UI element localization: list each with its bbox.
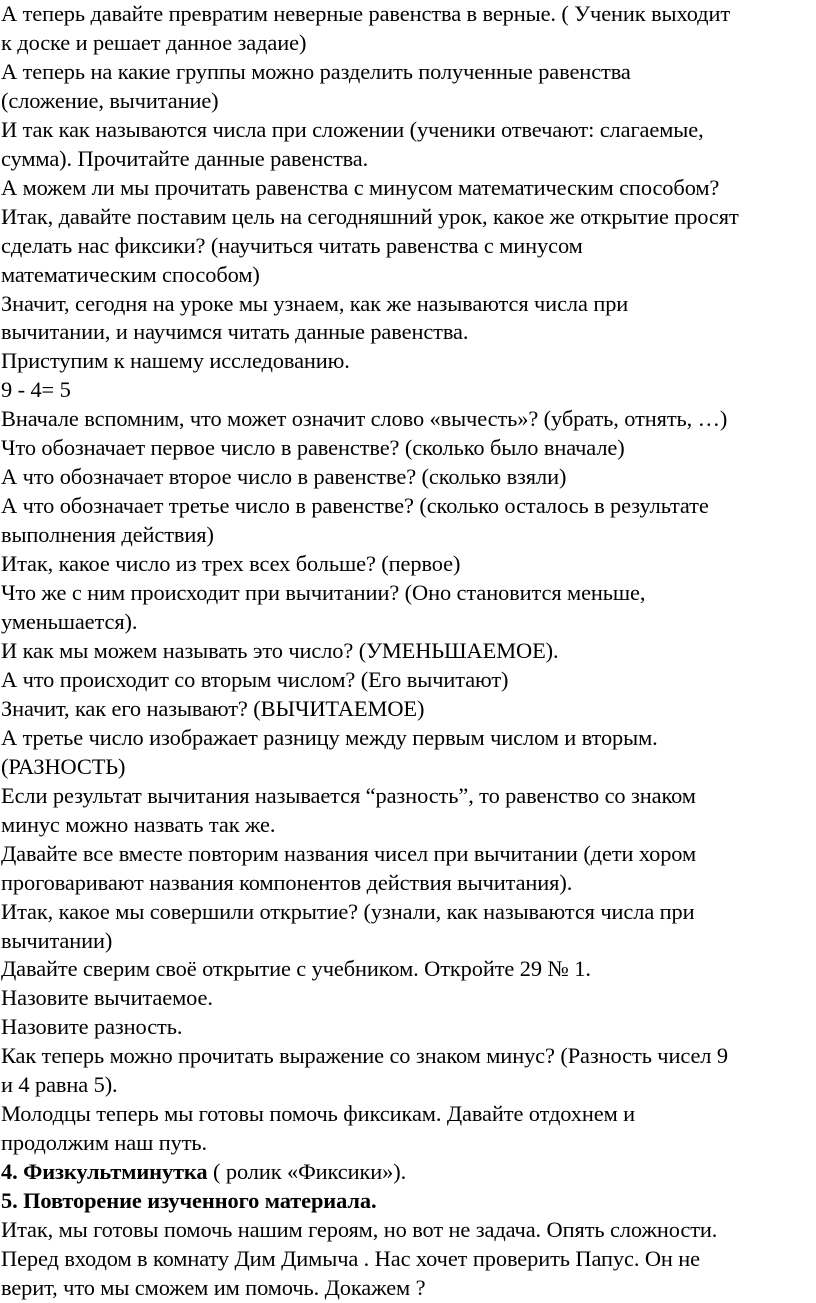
text-line: Вначале вспомним, что может означит слово «вычесть»? (убрать, отнять, …)	[1, 406, 728, 432]
text-line: Назовите разность.	[1, 1014, 183, 1040]
section-heading-4	[1, 1158, 814, 1187]
text-line: продолжим наш путь.	[1, 1130, 208, 1156]
text-line: Итак, какое число из трех всех больше? (первое)	[1, 551, 461, 577]
text-line: математическим способом)	[1, 261, 260, 287]
text-line: А что происходит со вторым числом? (Его вычитают)	[1, 666, 509, 692]
text-line: И так как называются числа при сложении (ученики отвечают: слагаемые,	[1, 116, 704, 142]
text-line: И как мы можем называть это число? (УМЕНЬШАЕМОЕ).	[1, 637, 559, 663]
text-line: сделать нас фиксики? (научиться читать равенства с минусом	[1, 232, 583, 258]
text-line: А теперь на какие группы можно разделить полученные равенства	[1, 58, 631, 84]
text-line: Молодцы теперь мы готовы помочь фиксикам. Давайте отдохнем и	[1, 1101, 636, 1127]
text-line: верит, что мы сможем им помочь. Докажем ?	[1, 1274, 426, 1300]
text-line: вычитании, и научимся читать данные равенства.	[1, 319, 469, 345]
text-line: выполнения действия)	[1, 522, 214, 548]
text-line: Давайте сверим своё открытие с учебником. Откройте 29 № 1.	[1, 956, 591, 982]
text-line: А что обозначает третье число в равенстве? (сколько осталось в результате	[1, 493, 709, 519]
text-line: и 4 равна 5).	[1, 1072, 118, 1098]
text-line: Перед входом в комнату Дим Димыча . Нас хочет проверить Папус. Он не	[1, 1245, 700, 1271]
text-line: Что обозначает первое число в равенстве? (сколько было вначале)	[1, 435, 625, 461]
section-heading-5	[1, 1187, 814, 1216]
section-heading-4-title: 4. Физкультминутка	[1, 1159, 208, 1185]
text-line: А можем ли мы прочитать равенства с минусом математическим способом?	[1, 174, 720, 200]
section-heading-5-title: 5. Повторение изученного материала.	[1, 1188, 377, 1214]
text-line: Итак, какое мы совершили открытие? (узнали, как называются числа при	[1, 898, 695, 924]
text-line: Значит, сегодня на уроке мы узнаем, как же называются числа при	[1, 290, 629, 316]
section-heading-4-note: ( ролик «Фиксики»).	[207, 1159, 407, 1185]
text-line: А что обозначает второе число в равенстве? (сколько взяли)	[1, 464, 567, 490]
text-line: к доске и решает данное задаие)	[1, 29, 307, 55]
text-line: Итак, мы готовы помочь нашим героям, но вот не задача. Опять сложности.	[1, 1217, 718, 1243]
text-line: Значит, как его называют? (ВЫЧИТАЕМОЕ)	[1, 695, 425, 721]
text-line: Приступим к нашему исследованию.	[1, 348, 350, 374]
text-line: минус можно назвать так же.	[1, 811, 276, 837]
text-line: Как теперь можно прочитать выражение со знаком минус? (Разность чисел 9	[1, 1043, 728, 1069]
text-line: Если результат вычитания называется “разность”, то равенство со знаком	[1, 782, 696, 808]
text-line: проговаривают названия компонентов действия вычитания).	[1, 869, 573, 895]
text-line: Что же с ним происходит при вычитании? (Оно становится меньше,	[1, 580, 646, 606]
text-line: Давайте все вместе повторим названия чисел при вычитании (дети хором	[1, 840, 697, 866]
text-line: уменьшается).	[1, 609, 138, 635]
text-line: сумма). Прочитайте данные равенства.	[1, 145, 369, 171]
text-line: А теперь давайте превратим неверные равенства в верные. ( Ученик выходит	[1, 1, 731, 26]
text-line: (РАЗНОСТЬ)	[1, 753, 126, 779]
text-line: Итак, давайте поставим цель на сегодняшний урок, какое же открытие просят	[1, 203, 739, 229]
text-line: А третье число изображает разницу между первым числом и вторым.	[1, 724, 658, 750]
equation-line: 9 - 4= 5	[1, 377, 71, 403]
text-line: Назовите вычитаемое.	[1, 985, 213, 1011]
text-line: вычитании)	[1, 927, 113, 953]
text-line: (сложение, вычитание)	[1, 87, 219, 113]
